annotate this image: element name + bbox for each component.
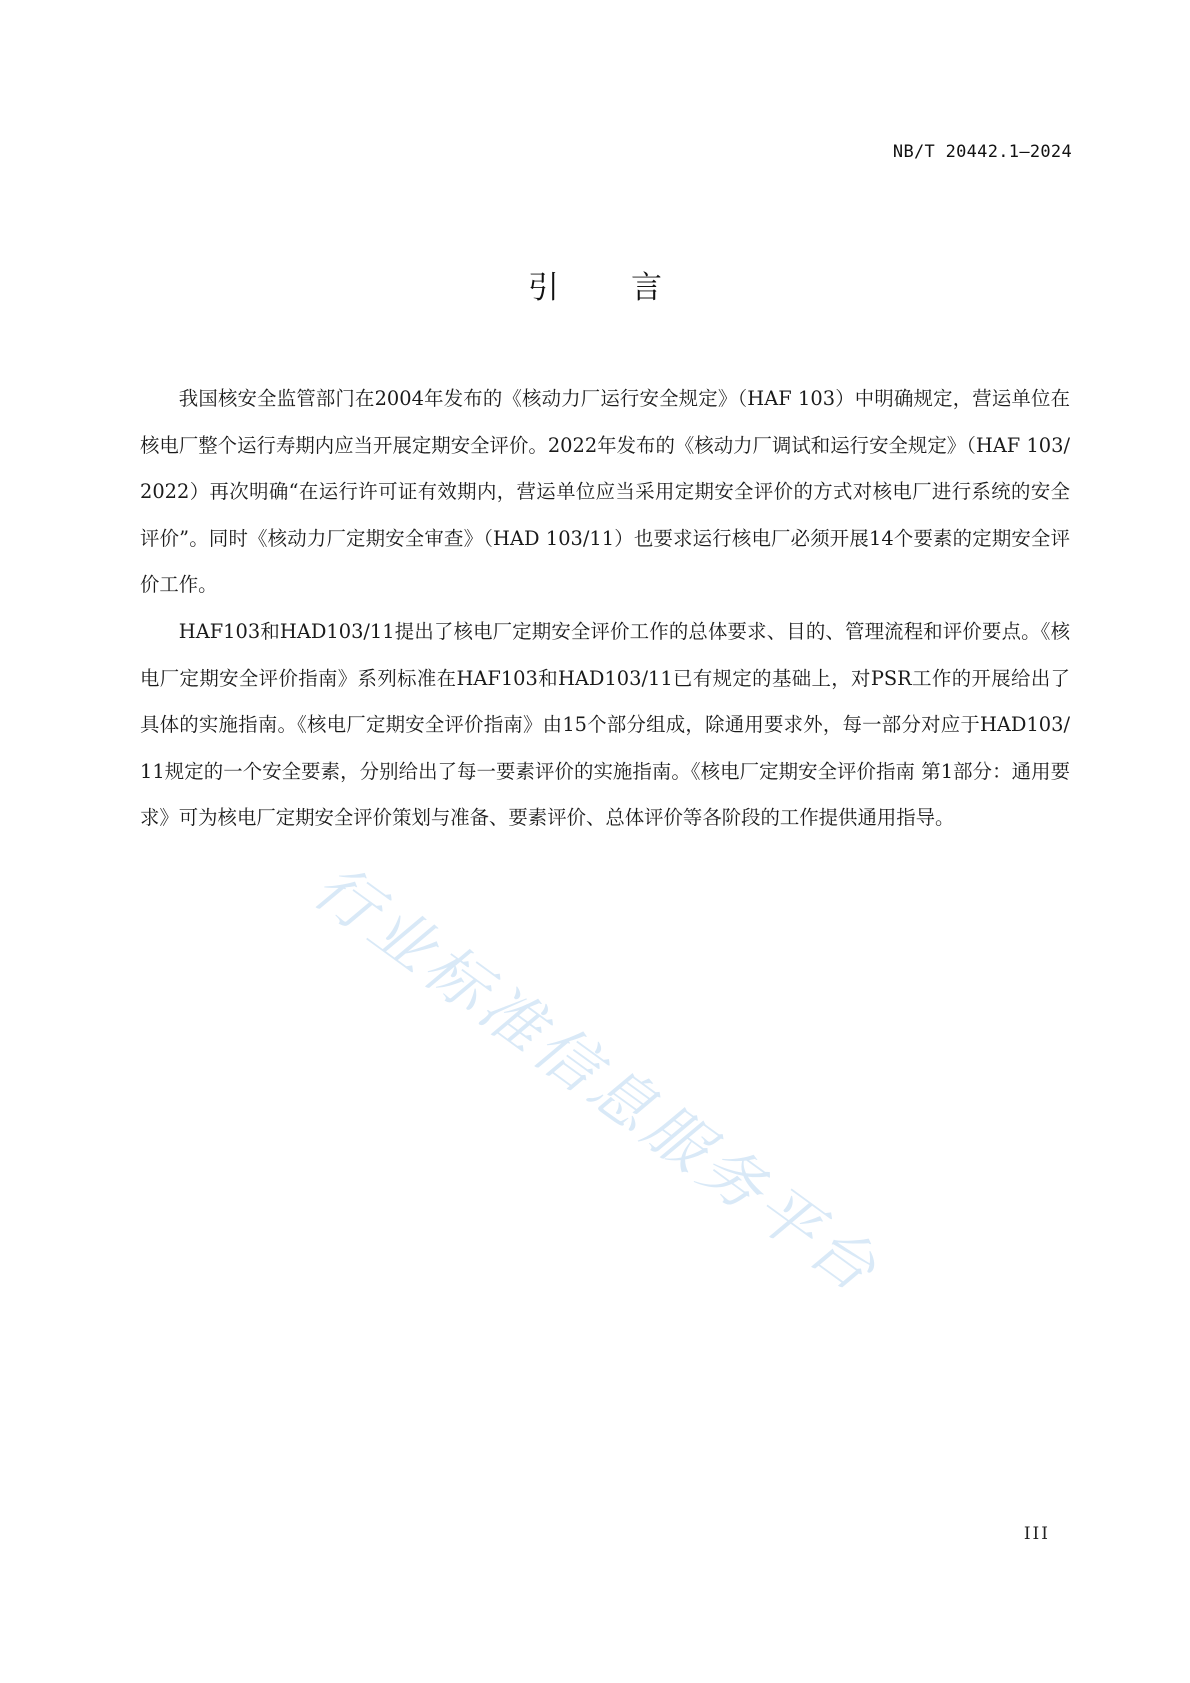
standard-number: NB/T 20442.1—2024 bbox=[892, 142, 1072, 162]
paragraph-1: 我国核安全监管部门在2004年发布的《核动力厂运行安全规定》（HAF 103）中明确规定，营运单位在核电厂整个运行寿期内应当开展定期安全评价。2022年发布的《核动力厂调试和运行安全规定》（HAF 103/2022）再次明确“在运行许可证有效期内，营运单位应当采用定期安全评价的方式对核电厂进行系统的安全评价”。同时《核动力厂定期安全审查》（HAD 103/11）也要求运行核电厂必须开展14个要素的定期安全评价工作。 bbox=[140, 387, 1070, 597]
body-text bbox=[140, 376, 1070, 842]
section-title: 引言 bbox=[528, 270, 734, 306]
paragraph-2: HAF103和HAD103/11提出了核电厂定期安全评价工作的总体要求、目的、管理流程和评价要点。《核电厂定期安全评价指南》系列标准在HAF103和HAD103/11已有规定的基础上，对PSR工作的开展给出了具体的实施指南。《核电厂定期安全评价指南》由15个部分组成，除通用要求外，每一部分对应于HAD103/11规定的一个安全要素，分别给出了每一要素评价的实施指南。《核电厂定期安全评价指南 第1部分：通用要求》可为核电厂定期安全评价策划与准备、要素评价、总体评价等各阶段的工作提供通用指导。 bbox=[140, 619, 1070, 830]
watermark: 行业标准信息服务平台 bbox=[300, 849, 894, 1309]
page-number: III bbox=[1023, 1524, 1050, 1544]
